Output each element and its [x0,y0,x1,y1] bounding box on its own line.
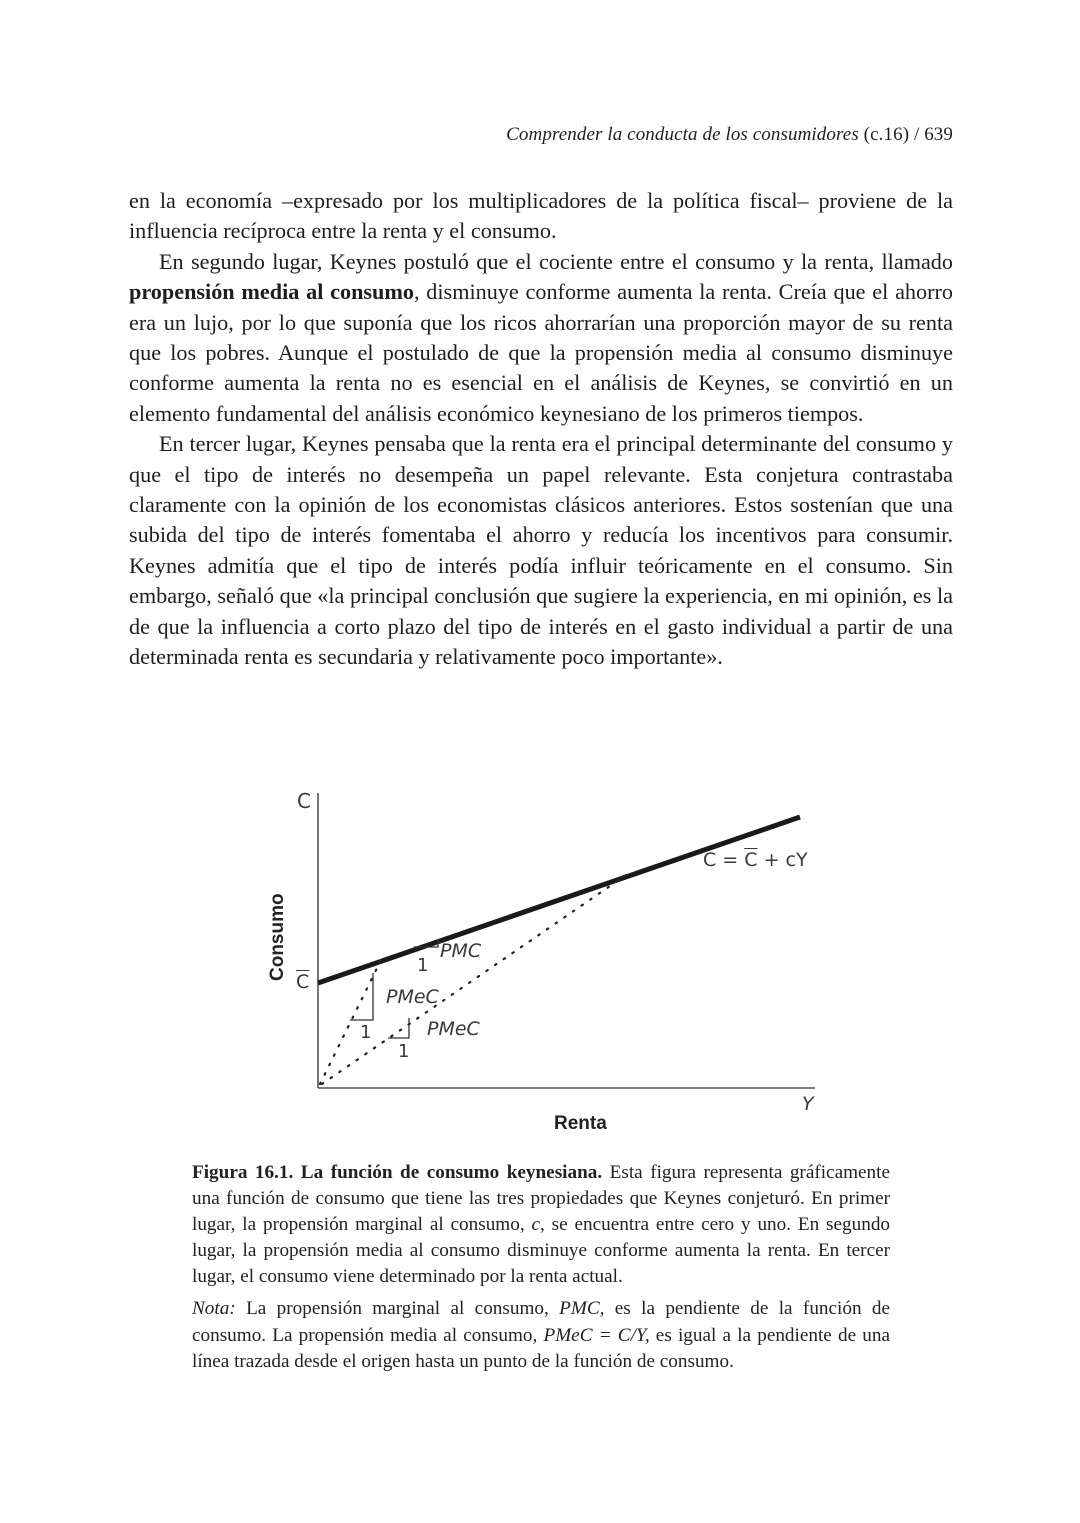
pmec-run-label-1: 1 [360,1022,372,1043]
intercept-label: $\overline{C}$ [296,971,310,993]
caption-note: Nota: La propensión marginal al consumo, PMC, es la pendiente de la función de consumo. La propensión media al consumo, PMeC = C/Y, es igual a la pendiente de una línea trazada desde el origen hasta un punto de la función de consumo. [192,1298,890,1372]
body-text [129,186,953,673]
key-term: propensión media al consumo [129,279,414,305]
running-head-page: (c.16) / 639 [858,124,953,145]
pmec-ray-shallow [322,875,626,1084]
pmec-run-label-2: 1 [398,1041,410,1062]
running-head [506,124,953,146]
consumption-function-figure [250,780,850,1150]
pmc-run-label: 1 [417,955,429,976]
consumption-function-line [318,817,800,983]
pmec-label-1: PMeC [386,986,439,1008]
pmec-label-2: PMeC [427,1018,480,1040]
pmec-slope-triangle-2 [388,1018,409,1038]
caption-main: Figura 16.1. La función de consumo keynesiana. Esta figura representa gráficamente una función de consumo que tiene las tres propiedades que Keynes conjeturó. En primer lugar, la propensión marginal al consumo, c, se encuentra entre cero y uno. En segundo lugar, la propensión media al consumo disminuye conforme aumenta la renta. En tercer lugar, el consumo viene determinado por la renta actual. [192,1162,891,1288]
paragraph-3: En tercer lugar, Keynes pensaba que la renta era el principal determinante del consumo y que el tipo de interés no desempeña un papel relevante. Esta conjetura contrastaba claramente con la opinión de los economistas clásicos anteriores. Estos sostenían que una subida del tipo de interés fomentaba el ahorro y reducía los incentivos para consumir. Keynes admitía que el tipo de interés podía influir teóricamente en el consumo. Sin embargo, señaló que «la principal conclusión que sugiere la experiencia, en mi opinión, es la de que la influencia a corto plazo del tipo de interés en el gasto individual a partir de una determinada renta es secundaria y relativamente poco importante». [129,431,953,670]
y-axis-symbol: C [297,789,311,813]
paragraph-1: en la economía –expresado por los multiplicadores de la política fiscal– proviene de la influencia recíproca entre la renta y el consumo. [129,188,953,244]
note-label: Nota: [192,1298,236,1320]
pmec-slope-triangle-1 [350,973,373,1020]
running-head-title: Comprender la conducta de los consumidores [506,124,859,145]
x-axis-title: Renta [554,1113,607,1134]
paragraph-2: En segundo lugar, Keynes postuló que el cociente entre el consumo y la renta, llamado propensión media al consumo, disminuye conforme aumenta la renta. Creía que el ahorro era un lujo, por lo que suponía que los ricos ahorrarían una proporción mayor de su renta que los pobres. Aunque el postulado de que la propensión media al consumo disminuye conforme aumenta la renta no es esencial en el análisis de Keynes, se convirtió en un elemento fundamental del análisis económico keynesiano de los primeros tiempos. [129,248,953,426]
consumption-function-label: $C = \overline{C}$ + cY [703,849,808,871]
pmc-label: PMC [440,940,482,962]
y-axis-title: Consumo [267,893,288,981]
figure-caption [192,1160,890,1375]
chart-canvas [250,780,850,1150]
x-axis-symbol: Y [802,1093,814,1115]
caption-title: Figura 16.1. La función de consumo keynesiana. [192,1162,603,1183]
